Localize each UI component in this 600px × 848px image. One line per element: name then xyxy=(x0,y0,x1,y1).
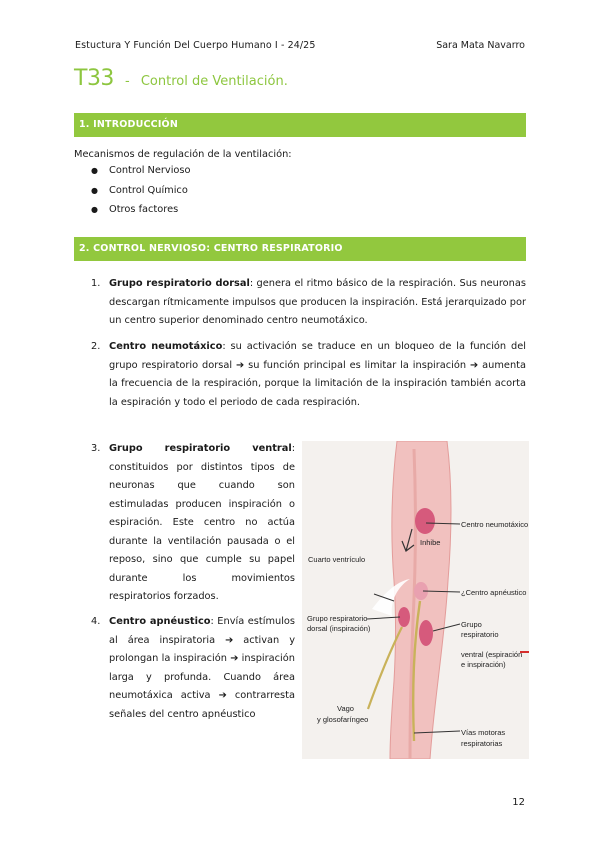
intro-text: Mecanismos de regulación de la ventilación: xyxy=(74,149,292,160)
label-grupo-dorsal-1: Grupo respiratorio xyxy=(307,614,368,623)
item-text: : constituidos por distintos tipos de neuronas que cuando son estimuladas producen inspiración o espiración. Este centro no actúa durante la ventilación pausada o el reposo, sino que cumple su papel durante los movimientos respiratorios forzados. xyxy=(109,443,295,602)
label-inhibe: Inhibe xyxy=(420,538,441,547)
centro-neumotaxico-nucleus xyxy=(415,508,435,534)
label-grupo-ventral-2: respiratorio xyxy=(461,630,499,639)
item-term: Grupo respiratorio dorsal xyxy=(109,278,250,289)
header-course-title: Estuctura Y Función Del Cuerpo Humano I - 24/25 xyxy=(75,40,316,51)
item-term: Centro apnéustico xyxy=(109,616,211,627)
item-number: 3. xyxy=(91,443,101,454)
list-item-grupo-dorsal xyxy=(91,275,526,331)
list-item: ● Control Nervioso xyxy=(91,161,191,181)
list-item-grupo-ventral xyxy=(91,440,295,607)
mechanisms-list xyxy=(91,161,191,220)
list-item-centro-apneustico xyxy=(91,613,296,724)
label-centro-apneustico: ¿Centro apnéustico xyxy=(461,588,527,597)
page-title xyxy=(74,66,288,91)
section-heading-introduccion: 1. INTRODUCCIÓN xyxy=(74,113,526,137)
list-item: ● Control Químico xyxy=(91,181,191,201)
item-term: Centro neumotáxico xyxy=(109,341,223,352)
item-number: 2. xyxy=(91,341,101,352)
item-number: 1. xyxy=(91,278,101,289)
item-text: : su activación se traduce en un bloqueo de la función del grupo respiratorio dorsal ➔ su función principal es limitar la inspiración ➔ aumenta la frecuencia de la respiración, porque la limitación de la inspiración también acorta la espiración y todo el periodo de cada respiración. xyxy=(109,341,527,408)
title-subtitle: Control de Ventilación. xyxy=(140,74,288,89)
label-vias-motoras-1: Vías motoras xyxy=(461,728,506,737)
list-item: ● Otros factores xyxy=(91,200,191,220)
label-grupo-dorsal-2: dorsal (inspiración) xyxy=(307,624,371,633)
item-text: : Envía estímulos al área inspiratoria ➔ activan y prolongan la inspiración ➔ inspiración larga y profunda. Cuando área neumotáxica activa ➔ contrarresta señales del centro apnéustico xyxy=(109,616,296,720)
label-vias-motoras-2: respiratorias xyxy=(461,739,503,748)
item-text: : genera el ritmo básico de la respiración. Sus neuronas descargan rítmicamente impulsos que producen la inspiración. Está jerarquizado por un centro superior denominado centro neumotáxico. xyxy=(109,278,526,326)
label-centro-neumotaxico: Centro neumotáxico xyxy=(461,520,529,529)
label-cuarto-ventriculo: Cuarto ventrículo xyxy=(308,555,366,564)
item-number: 4. xyxy=(91,616,101,627)
header-author: Sara Mata Navarro xyxy=(436,40,525,51)
label-vago: Vago xyxy=(337,704,354,713)
label-grupo-ventral-1: Grupo xyxy=(461,620,482,629)
label-glosofaringeo: y glosofaríngeo xyxy=(317,715,369,724)
grupo-ventral-nucleus xyxy=(419,620,433,646)
title-dash: - xyxy=(125,74,130,89)
section-heading-control-nervioso: 2. CONTROL NERVIOSO: CENTRO RESPIRATORIO xyxy=(74,237,526,261)
label-grupo-ventral-4: e inspiración) xyxy=(461,660,506,669)
label-grupo-ventral-3: ventral (espiración xyxy=(461,650,523,659)
brainstem-respiratory-centers-figure xyxy=(302,441,529,759)
page-number: 12 xyxy=(512,797,525,808)
item-term: Grupo respiratorio ventral xyxy=(109,443,292,454)
topic-code: T33 xyxy=(74,66,114,91)
list-item-centro-neumotaxico xyxy=(91,338,527,412)
